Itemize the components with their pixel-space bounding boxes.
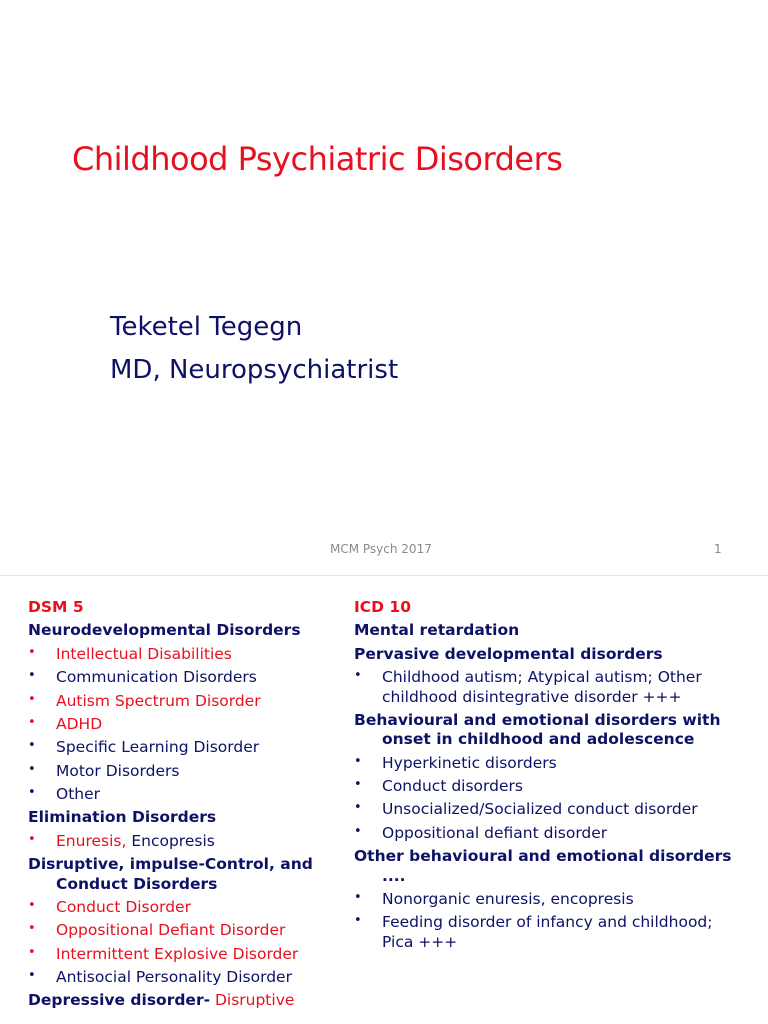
slide-footer: MCM Psych 2017	[330, 542, 432, 556]
neurodevelopmental-heading: Neurodevelopmental Disorders	[28, 621, 301, 640]
list-item: • Conduct Disorder	[28, 898, 348, 917]
list-item: • Childhood autism; Atypical autism; Other childhood disintegrative disorder +++	[354, 668, 734, 707]
list-item: • Intermittent Explosive Disorder	[28, 945, 348, 964]
classification-slide	[0, 576, 768, 1024]
list-item: • Antisocial Personality Disorder	[28, 968, 348, 987]
page-number: 1	[714, 542, 722, 556]
disruptive-text: Disruptive	[210, 991, 295, 1010]
list-item: • Communication Disorders	[28, 668, 348, 687]
list-item: • Autism Spectrum Disorder	[28, 692, 348, 711]
slide-title: Childhood Psychiatric Disorders	[72, 140, 563, 178]
mental-retardation-heading: Mental retardation	[354, 621, 520, 640]
list-item: • Conduct disorders	[354, 777, 734, 796]
list-item: • Motor Disorders	[28, 762, 348, 781]
dsm5-heading: DSM 5	[28, 598, 84, 616]
depressive-heading	[28, 991, 348, 1010]
dsm5-column	[28, 598, 348, 1015]
list-item: • Unsocialized/Socialized conduct disorder	[354, 800, 734, 819]
other-behavioural-heading: Other behavioural and emotional disorders ....	[354, 847, 732, 885]
list-item: • Oppositional Defiant Disorder	[28, 921, 348, 940]
pervasive-heading: Pervasive developmental disorders	[354, 644, 663, 663]
list-item: • Nonorganic enuresis, encopresis	[354, 890, 734, 909]
list-item	[28, 832, 348, 851]
list-item: • Oppositional defiant disorder	[354, 824, 734, 843]
list-item: • Specific Learning Disorder	[28, 738, 348, 757]
icd10-heading: ICD 10	[354, 598, 411, 616]
list-item: • Feeding disorder of infancy and childhood; Pica +++	[354, 913, 734, 952]
disruptive-heading: Disruptive, impulse-Control, and Conduct Disorders	[28, 855, 313, 893]
author-credentials: MD, Neuropsychiatrist	[110, 355, 399, 385]
list-item: • Other	[28, 785, 348, 804]
enuresis-text: Enuresis,	[56, 831, 127, 850]
author-name: Teketel Tegegn	[110, 312, 303, 342]
list-item: • Hyperkinetic disorders	[354, 754, 734, 773]
elimination-heading: Elimination Disorders	[28, 808, 217, 827]
depressive-text: Depressive disorder-	[28, 991, 211, 1010]
list-item: • ADHD	[28, 715, 348, 734]
encopresis-text: Encopresis	[126, 831, 215, 850]
icd10-column	[354, 598, 734, 956]
behavioural-heading: Behavioural and emotional disorders with onset in childhood and adolescence	[354, 710, 721, 749]
list-item: • Intellectual Disabilities	[28, 645, 348, 664]
